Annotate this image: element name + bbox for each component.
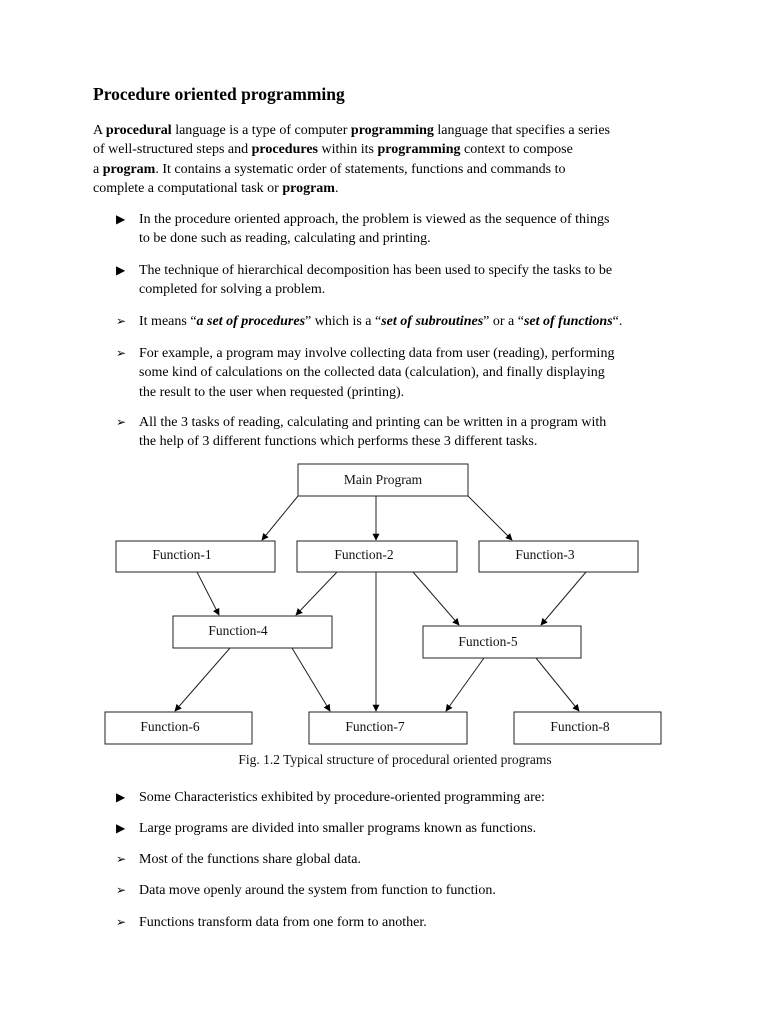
emphasis-term: a set of procedures [196, 314, 306, 329]
bullet-line: The technique of hierarchical decomposition has been used to specify the tasks to be [139, 263, 613, 278]
bullet-line: All the 3 tasks of reading, calculating and printing can be written in a program with [139, 415, 607, 430]
bold-term: procedural [105, 123, 172, 138]
text-run: It means “ [139, 314, 197, 329]
intro-line [93, 160, 693, 179]
arrowhead-bullet-icon: ➢ [116, 314, 127, 328]
bullet-line: Data move openly around the system from function to function. [139, 883, 496, 898]
arrow-function-2-to-function-4 [296, 572, 337, 615]
bullet-line: the result to the user when requested (printing). [139, 384, 405, 400]
triangle-bullet-icon: ▶ [116, 821, 126, 835]
triangle-bullet-icon: ▶ [116, 263, 126, 277]
arrowhead-bullet-icon: ➢ [116, 346, 127, 360]
bullet-line: some kind of calculations on the collected data (calculation), and finally displaying [139, 365, 605, 381]
bullet-line: completed for solving a problem. [139, 282, 326, 298]
bullet-line: For example, a program may involve collecting data from user (reading), performing [139, 346, 615, 361]
arrow-function-4-to-function-7 [292, 648, 330, 711]
intro-line [93, 121, 693, 140]
bullet-line [139, 312, 622, 331]
emphasis-term: set of functions [523, 314, 613, 329]
page-title: Procedure oriented programming [93, 84, 345, 104]
node-label-function-7: Function-7 [345, 719, 405, 734]
bullet-line: Some Characteristics exhibited by procedure-oriented programming are: [139, 790, 545, 805]
bold-term: programming [377, 142, 461, 158]
arrow-function-5-to-function-8 [536, 658, 579, 711]
text-run: “. [612, 314, 623, 329]
intro-line [93, 140, 693, 159]
triangle-bullet-icon: ▶ [116, 212, 126, 226]
node-label-function-6: Function-6 [140, 719, 200, 734]
bullet-line: Large programs are divided into smaller programs known as functions. [139, 821, 537, 836]
arrow-main-to-function-1 [262, 496, 298, 540]
node-label-function-8: Function-8 [550, 719, 610, 734]
bold-term: programming [350, 123, 434, 138]
bold-term: program [102, 161, 156, 177]
bold-term: procedures [251, 142, 318, 158]
text-run: . It contains a systematic order of statements, functions and commands to [155, 161, 566, 177]
node-label-function-1: Function-1 [152, 547, 212, 562]
node-label-function-5: Function-5 [458, 634, 518, 649]
text-run: language that specifies a series [433, 123, 610, 138]
arrowhead-bullet-icon: ➢ [116, 915, 127, 929]
text-run: A [93, 123, 106, 138]
text-run: complete a computational task or [93, 180, 283, 196]
bullet-line: to be done such as reading, calculating and printing. [139, 231, 431, 247]
arrow-function-5-to-function-7 [446, 658, 484, 711]
intro-line [93, 179, 693, 198]
triangle-bullet-icon: ▶ [116, 790, 126, 804]
text-run: . [334, 180, 339, 196]
node-label-function-2: Function-2 [334, 547, 394, 562]
emphasis-term: set of subroutines [381, 314, 484, 329]
text-run: language is a type of computer [171, 123, 351, 138]
arrowhead-bullet-icon: ➢ [116, 883, 127, 897]
intro-paragraph [93, 121, 693, 198]
arrowhead-bullet-icon: ➢ [116, 415, 127, 429]
node-label-function-4: Function-4 [208, 623, 268, 638]
text-run: ” or a “ [483, 314, 524, 329]
arrow-main-to-function-3 [468, 496, 512, 540]
arrow-function-3-to-function-5 [541, 572, 586, 625]
arrow-function-4-to-function-6 [175, 648, 230, 711]
text-run: context to compose [460, 142, 573, 158]
node-label-function-3: Function-3 [515, 547, 575, 562]
procedural-structure-diagram [0, 455, 768, 775]
arrow-function-2-to-function-5 [413, 572, 459, 625]
text-run: of well-structured steps and [93, 142, 252, 158]
bullet-line: the help of 3 different functions which performs these 3 different tasks. [139, 434, 538, 450]
text-run: a [93, 161, 103, 177]
bullet-line: Most of the functions share global data. [139, 852, 362, 867]
arrow-function-1-to-function-4 [197, 572, 219, 615]
arrowhead-bullet-icon: ➢ [116, 852, 127, 866]
bullet-line: Functions transform data from one form to another. [139, 915, 427, 930]
text-run: ” which is a “ [305, 314, 382, 329]
node-label-main: Main Program [343, 472, 423, 487]
bullet-line: In the procedure oriented approach, the problem is viewed as the sequence of things [139, 212, 610, 227]
figure-caption: Fig. 1.2 Typical structure of procedural oriented programs [238, 752, 552, 767]
bold-term: program [282, 180, 335, 196]
text-run: within its [318, 142, 378, 158]
